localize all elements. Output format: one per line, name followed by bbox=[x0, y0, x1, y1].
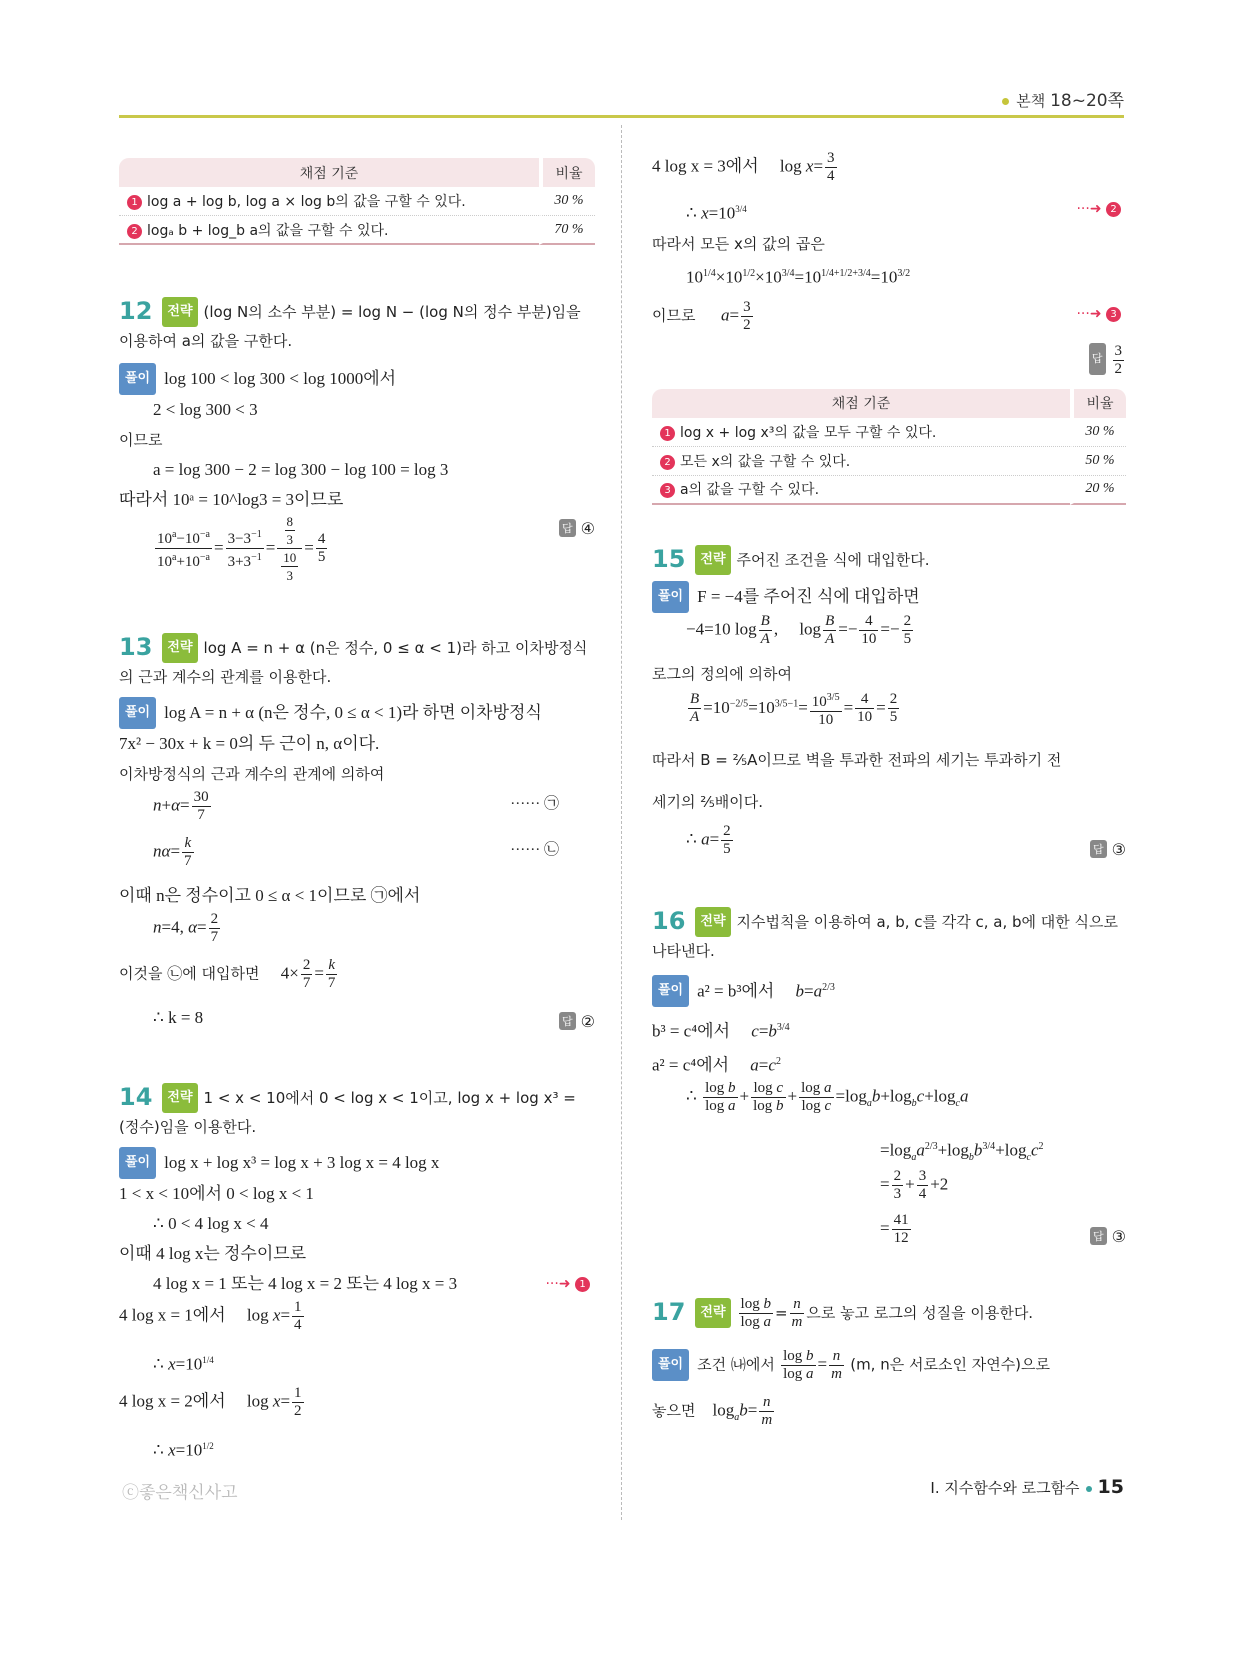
rubric-header-ratio: 비율 bbox=[539, 158, 595, 187]
left-column bbox=[119, 158, 595, 1471]
step-marker-icon: 3 bbox=[660, 483, 675, 498]
strategy-tag: 전략 bbox=[695, 907, 730, 937]
strategy-text: (log N의 소수 부분) = log N − (log N의 정수 부분)임을 이용하여 a의 값을 구한다. bbox=[119, 303, 581, 350]
bullet-dot-icon bbox=[1086, 1486, 1092, 1492]
strategy-tag: 전략 bbox=[162, 633, 197, 663]
strategy-tag: 전략 bbox=[695, 545, 730, 575]
rubric-row bbox=[652, 476, 1126, 505]
problem-17: 17 전략 $\frac{\text{log b}}{\text{log a}}$ = $\frac{n}{m}$ 으로 놓고 로그의 성질을 이용한다. 풀이 조건 ㈏에서 $\frac{\text{log b}}{\text{log a}}$ = $\frac{n}{m}$ (m, n은 서로소인 자연수)으로 놓으면 $\log_ab=$ $\frac{n}{m}$ bbox=[652, 1296, 1051, 1429]
column-divider bbox=[621, 125, 622, 1520]
right-column bbox=[652, 150, 1126, 1440]
rubric-text: 모든 x의 값을 구할 수 있다. bbox=[680, 453, 851, 470]
answer-value: ③ bbox=[1111, 839, 1126, 859]
footer-chapter: Ⅰ. 지수함수와 로그함수 15 bbox=[930, 1476, 1124, 1498]
rubric-pct: 50 % bbox=[1070, 447, 1126, 476]
strategy-text: 으로 놓고 로그의 성질을 이용한다. bbox=[806, 1304, 1034, 1323]
rubric-table-left bbox=[119, 158, 595, 245]
rubric-text: logₐ b + log_b a의 값을 구할 수 있다. bbox=[147, 222, 389, 239]
answer-value: ③ bbox=[1111, 1227, 1126, 1247]
rubric-text: a의 값을 구할 수 있다. bbox=[680, 482, 820, 499]
solution-tag: 풀이 bbox=[119, 363, 156, 395]
problem-number: 12 bbox=[119, 297, 153, 325]
problem-number: 14 bbox=[119, 1083, 153, 1111]
rubric-text: log x + log x³의 값을 모두 구할 수 있다. bbox=[680, 424, 937, 441]
solution-tag: 풀이 bbox=[119, 697, 156, 729]
header-rule bbox=[119, 115, 1124, 118]
solution-tag: 풀이 bbox=[119, 1147, 156, 1179]
page-number: 15 bbox=[1097, 1476, 1124, 1498]
rubric-table-right bbox=[652, 389, 1126, 505]
problem-12: 12 전략 (log N의 소수 부분) = log N − (log N의 정수 부분)임을 이용하여 a의 값을 구한다. 풀이 log 100 < log 300 < log 1000에서 2 < log 300 < 3 이므로 a = log 300 − 2 = log 300 − log 100 = log 3 따라서 10ᵃ = 10^log3 = 3이므로 $\frac{10^a-10^{-a}}{10^a+10^{-a}}$ = $\frac{3-3^{-1}}{3+3^{-1}}$ = $\frac{\frac{8}{3}}{\frac{10}{3}}$ = $\frac{4}{5}$ 답 ④ bbox=[119, 297, 595, 583]
rubric-pct: 20 % bbox=[1070, 476, 1126, 505]
step-marker-icon: 3 bbox=[1106, 307, 1121, 322]
copyright: ⓒ좋은책신사고 bbox=[122, 1483, 238, 1503]
rubric-pct: 30 % bbox=[1070, 418, 1126, 447]
solution-tag: 풀이 bbox=[652, 1349, 689, 1381]
problem-14: 14 전략 1 < x < 10에서 0 < log x < 1이고, log x + log x³ = (정수)임을 이용한다. 풀이 log x + log x³ = log x + 3 log x = 4 log x 1 < x < 10에서 0 < log x < 1 ∴ 0 < 4 log x < 4 이때 4 log x는 정수이므로 4 log x = 1 또는 4 log x = 2 또는 4 log x = 3 ···➜ 1 4 log x = 1에서 log x= $\frac{1}{4}$ ∴ $x=10^{1/4}$ 4 log x = 2에서 log x= $\frac{1}{2}$ ∴ $x=10^{1/2}$ bbox=[119, 1083, 595, 1471]
rubric-pct: 30 % bbox=[539, 187, 595, 216]
rubric-row bbox=[119, 187, 595, 216]
page-reference: 본책 18~20쪽 bbox=[1002, 86, 1124, 111]
problem-number: 15 bbox=[652, 544, 686, 573]
strategy-tag: 전략 bbox=[162, 1083, 197, 1113]
rubric-row bbox=[652, 447, 1126, 476]
bullet-dot-icon bbox=[1002, 98, 1009, 105]
strategy-text: 지수법칙을 이용하여 a, b, c를 각각 c, a, b에 대한 식으로 나타낸다. bbox=[652, 912, 1119, 960]
rubric-row bbox=[119, 216, 595, 245]
solution-tag: 풀이 bbox=[652, 581, 689, 613]
rubric-header-criteria: 채점 기준 bbox=[119, 158, 539, 187]
answer-value: ④ bbox=[580, 519, 595, 538]
rubric-header-ratio: 비율 bbox=[1070, 389, 1126, 418]
strategy-text: log A = n + α (n은 정수, 0 ≤ α < 1)라 하고 이차방정식의 근과 계수의 관계를 이용한다. bbox=[119, 639, 588, 686]
step-marker-icon: 1 bbox=[575, 1277, 590, 1292]
rubric-header-criteria: 채점 기준 bbox=[652, 389, 1070, 418]
step-marker-icon: 2 bbox=[127, 224, 142, 239]
problem-16: 16 전략 지수법칙을 이용하여 a, b, c를 각각 c, a, b에 대한 식으로 나타낸다. 풀이 a² = b³에서 $b=a^{2/3}$ b³ = c⁴에서 $c=b^{3/4}$ a² = c⁴에서 $a=c^2$ ∴ $\frac{\text{log b}}{\text{log a}}$ + $\frac{\text{log c}}{\text{log b}}$ + $\frac{\text{log a}}{\text{log c}}$ $=\log_ab+\log_bc+\log_ca$ $=\log_aa^{2/3}+\log_bb^{3/4}+\log_cc^2$ = $\frac{2}{3}$ + $\frac{3}{4}$ +2 = $\frac{41}{12}$ 답 ③ bbox=[652, 906, 1126, 1247]
equation: $\frac{10^a-10^{-a}}{10^a+10^{-a}}$ = $\frac{3-3^{-1}}{3+3^{-1}}$ = $\frac{\frac{8}{3}}{\frac{10}{3}}$ = $\frac{4}{5}$ bbox=[157, 513, 326, 583]
step-marker-icon: 2 bbox=[1106, 202, 1121, 217]
rubric-text: log a + log b, log a × log b의 값을 구할 수 있다. bbox=[147, 194, 466, 210]
rubric-pct: 70 % bbox=[539, 216, 595, 245]
strategy-tag: 전략 bbox=[695, 1298, 730, 1328]
strategy-text: 1 < x < 10에서 0 < log x < 1이고, log x + log x³ = (정수)임을 이용한다. bbox=[119, 1089, 576, 1136]
rubric-row bbox=[652, 418, 1126, 447]
answer-value: ② bbox=[580, 1012, 595, 1031]
problem-15: 15 전략 주어진 조건을 식에 대입한다. 풀이 F = −4를 주어진 식에 대입하면 −4=10 log $\frac{B}{A}$ , log $\frac{B}{A}$ =− $\frac{4}{10}$ =− $\frac{2}{5}$ 로그의 정의에 의하여 $\frac{B}{A}$ $=10^{-2/5}=10^{3/5-1}=$ $\frac{10^{3/5}}{10}$ = $\frac{4}{10}$ = $\frac{2}{5}$ 따라서 B = ⅖A이므로 벽을 투과한 전파의 세기는 투과하기 전 세기의 ⅖배이다. ∴ a= $\frac{2}{5}$ 답 ③ bbox=[652, 544, 1126, 859]
problem-number: 13 bbox=[119, 633, 153, 661]
problem-13: 13 전략 log A = n + α (n은 정수, 0 ≤ α < 1)라 하고 이차방정식의 근과 계수의 관계를 이용한다. 풀이 log A = n + α (n은 정수, 0 ≤ α < 1)라 하면 이차방정식 7x² − 30x + k = 0의 두 근이 n, α이다. 이차방정식의 근과 계수의 관계에 의하여 n+α= $\frac{30}{7}$ ······ ㉠ nα= $\frac{k}{7}$ ······ ㉡ 이때 n은 정수이고 0 ≤ α < 1이므로 ㉠에서 n=4, α= $\frac{2}{7}$ 이것을 ㉡에 대입하면 4× $\frac{2}{7}$ = $\frac{k}{7}$ ∴ k = 8 답 ② bbox=[119, 633, 595, 1031]
step-marker-icon: 2 bbox=[660, 455, 675, 470]
strategy-tag: 전략 bbox=[162, 297, 197, 327]
solution-tag: 풀이 bbox=[652, 975, 689, 1007]
problem-14-continued: 4 log x = 3에서 log x= $\frac{3}{4}$ ∴ $x=10^{3/4}$ ···➜ 2 따라서 모든 x의 값의 곱은 $10^{1/4}\times 10^{1/2}\times 10^{3/4}=10^{1/4+1/2+3/4}=10^{3/2}$ 이므로 a= $\frac{3}{2}$ ···➜ 3 답 $\frac{3}{2}$ bbox=[652, 150, 1122, 377]
problem-number: 16 bbox=[652, 906, 686, 935]
strategy-text: 주어진 조건을 식에 대입한다. bbox=[736, 550, 930, 569]
step-marker-icon: 1 bbox=[660, 426, 675, 441]
step-marker-icon: 1 bbox=[127, 195, 142, 210]
problem-number: 17 bbox=[652, 1298, 686, 1327]
